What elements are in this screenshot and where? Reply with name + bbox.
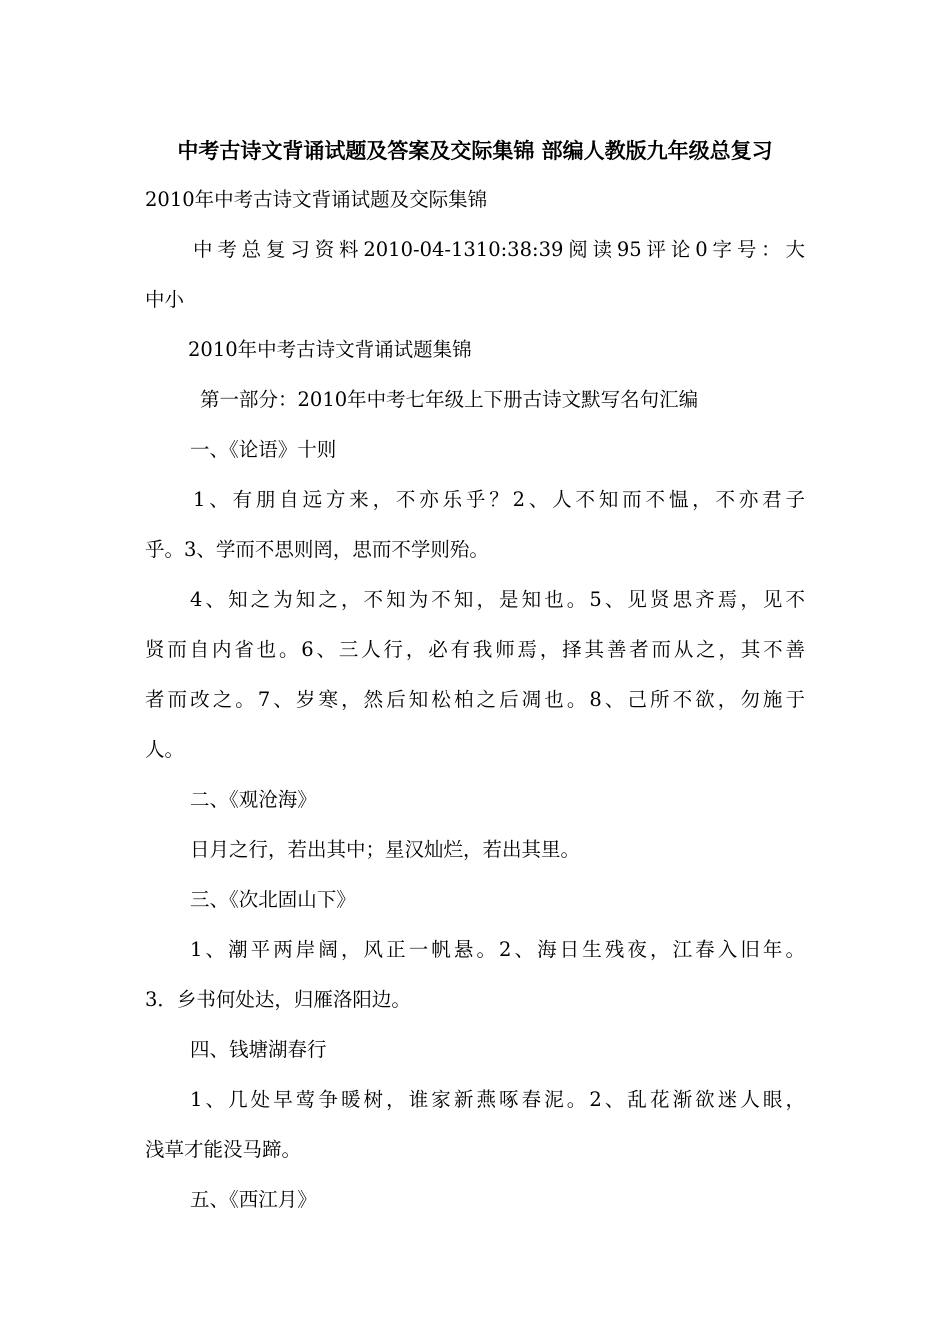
text-line: 1、潮平两岸阔，风正一帆悬。2、海日生残夜，江春入旧年。 [190,938,805,961]
section-heading: 2010年中考古诗文背诵试题集锦 [188,338,472,361]
poem-heading-cibeigushanxia: 三、《次北固山下》 [190,888,356,911]
text-line: 浅草才能没马蹄。 [145,1138,302,1161]
text-line: 乎。3、学而不思则罔，思而不学则殆。 [145,538,489,561]
subtitle-line: 2010年中考古诗文背诵试题及交际集锦 [145,188,488,211]
text-line: 3．乡书何处达，归雁洛阳边。 [145,988,411,1011]
document-title: 中考古诗文背诵试题及答案及交际集锦 部编人教版九年级总复习 [177,139,773,163]
poem-heading-guancanghai: 二、《观沧海》 [190,788,317,811]
text-line: 日月之行，若出其中；星汉灿烂，若出其里。 [190,838,581,861]
text-line: 者而改之。7、岁寒，然后知松柏之后凋也。8、己所不欲，勿施于 [145,688,805,711]
poem-heading-xijiangyue: 五、《西江月》 [190,1188,317,1211]
text-line: 人。 [145,738,185,761]
poem-heading-lunyu: 一、《论语》十则 [190,438,337,461]
meta-line-continued: 中小 [145,288,185,311]
meta-line: 中考总复习资料2010-04-1310:38:39阅读95评论0字号：大 [193,238,805,261]
part-heading: 第一部分：2010年中考七年级上下册古诗文默写名句汇编 [200,388,699,411]
text-line: 贤而自内省也。6、三人行，必有我师焉，择其善者而从之，其不善 [145,638,805,661]
text-line: 1、几处早莺争暖树，谁家新燕啄春泥。2、乱花渐欲迷人眼， [190,1088,805,1111]
text-line: 1、有朋自远方来，不亦乐乎？2、人不知而不愠，不亦君子 [193,488,805,511]
text-line: 4、知之为知之，不知为不知，是知也。5、见贤思齐焉，见不 [190,588,805,611]
poem-heading-qiantanghu: 四、钱塘湖春行 [190,1038,327,1061]
